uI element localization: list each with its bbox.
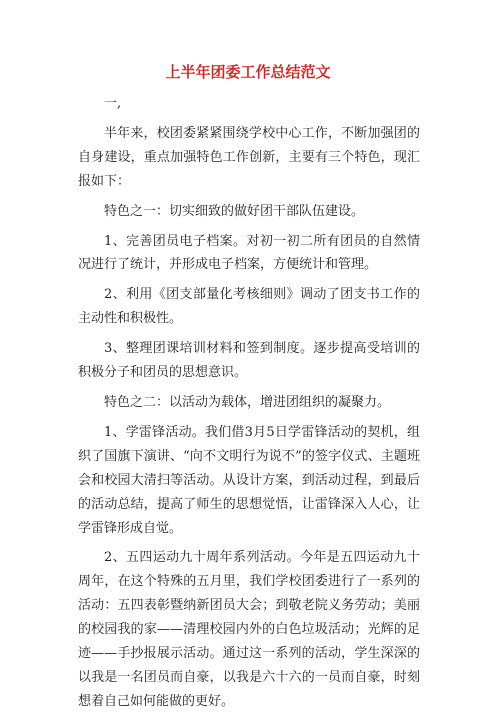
paragraph-4: 1、完善团员电子档案。对初一初二所有团员的自然情况进行了统计，并形成电子档案，方便统计和管理。: [78, 233, 420, 273]
paragraph-3: 特色之一：切实细致的做好团干部队伍建设。: [104, 203, 365, 219]
paragraph-8: 1、学雷锋活动。我们借3月5日学雷锋活动的契机，组织了国旗下演讲、“向不文明行为说不”的签字仪式、主题班会和校园大清扫等活动。从设计方案，到活动过程，到最后的活动总结，提高了师生的思想觉悟，让雷锋深入人心，让学雷锋形成自觉。: [78, 424, 420, 536]
paragraph-6: 3、整理团课培训材料和签到制度。逐步提高受培训的积极分子和团员的思想意识。: [78, 341, 420, 381]
paragraph-5: 2、利用《团支部量化考核细则》调动了团支书工作的主动性和积极性。: [78, 287, 420, 327]
paragraph-1: 一,: [104, 96, 122, 111]
paragraph-9: 2、五四运动九十周年系列活动。今年是五四运动九十周年，在这个特殊的五月里，我们学校团委进行了一系列的活动：五四表彰暨纳新团员大会；到敬老院义务劳动；美丽的校园我的家——清理校园内外的白色垃圾活动；光辉的足迹——手抄报展示活动。通过这一系列的活动，学生深深的以我是一名团员而自豪，以我是六十六的一员而自豪，时刻想着自己如何能做的更好。: [78, 550, 420, 709]
document-body: [78, 92, 420, 720]
paragraph-7: 特色之二：以活动为载体，增进团组织的凝聚力。: [104, 394, 391, 410]
paragraph-2: 半年来，校团委紧紧围绕学校中心工作，不断加强团的自身建设，重点加强特色工作创新，主要有三个特色，现汇报如下：: [78, 125, 420, 189]
document-title: 上半年团委工作总结范文: [165, 63, 331, 81]
